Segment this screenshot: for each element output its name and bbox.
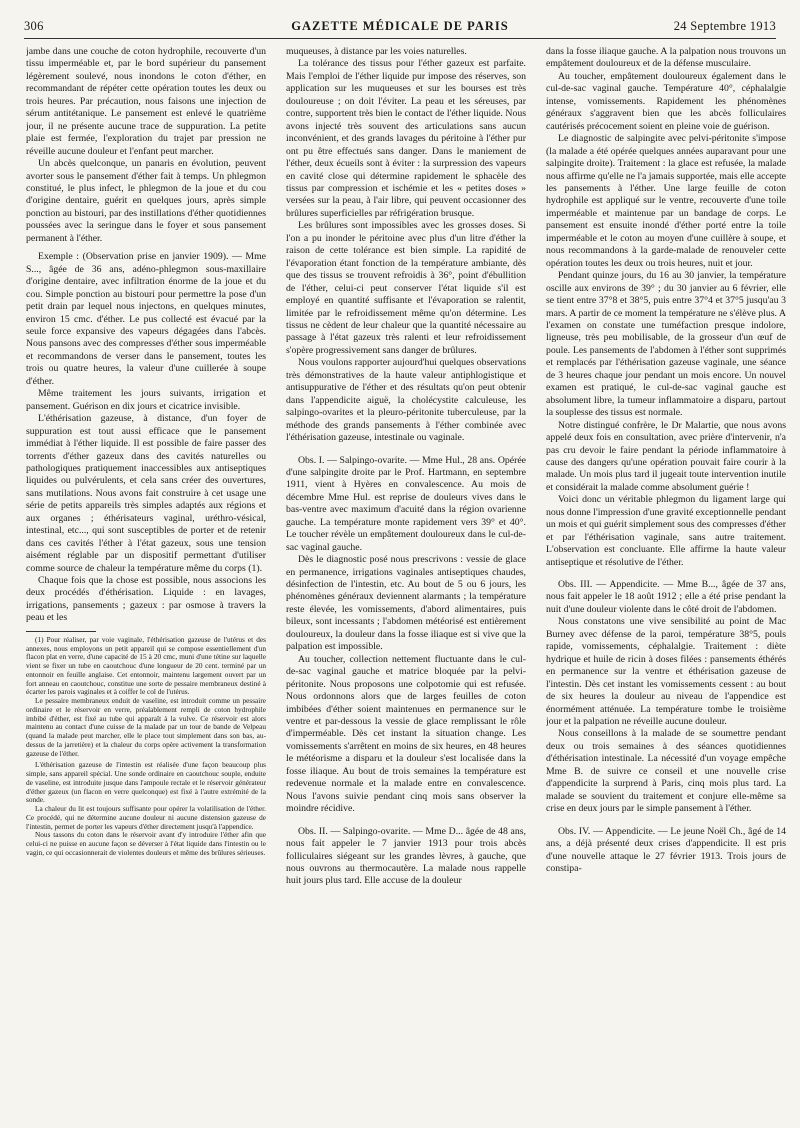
paragraph: Nous conseillons à la malade de se soumettre pendant deux ou trois semaines à des séances quotidiennes d'éthérisation intestinale. La nécessité d'un voyage empêche Mme B. de suivre ce conseil et une nouvelle crise d'appendicite la surprend à Paris, cinq mois plus tard. La malade se souvient du traitement et conjure elle-même sa crise en deux jours par le simple pansement à l'éther. [546, 728, 786, 815]
footnote: Le pessaire membraneux enduit de vaseline, est introduit comme un pessaire ordinaire et le réservoir en verre, préalablement rempli de coton hydrophile imbibé d'éther, est fixé au tube qui apparaît à la vulve. Ce réservoir est alors maintenu au contact d'une cuisse de la malade par un tour de bande de Velpeau (quand la malade peut marcher, elle le place tout simplement dans son bas, au-dessus de la jarretière) et la chaleur du corps opère activement la transformation gazeuse de l'éther. [26, 696, 266, 758]
paragraph: Au toucher, empâtement douloureux également dans le cul-de-sac vaginal gauche. Température 40°, céphalalgie intense, vomissements. Rapidement les phénomènes généraux s'aggravent bien que les abcès folliculaires cautérisés précocement soient en pleine voie de guérison. [546, 70, 786, 132]
column-left [26, 46, 266, 1120]
observation-heading-paragraph: Obs. III. — Appendicite. — Mme B..., âgée de 37 ans, nous fait appeler le 18 août 1912 ; elle a été prise pendant la nuit d'une douleur violente dans le côté droit de l'abdomen. [546, 579, 786, 615]
paragraph: Le diagnostic de salpingite avec pelvi-péritonite s'impose (la malade a été opérée quelques années auparavant pour une salpingite droite). Traitement : la glace est refusée, la malade nous affirme qu'elle ne l'a jamais supportée, mais elle accepte les pansements à l'éther. Une large feuille de coton hydrophile est appliqué sur le ventre, recouverte d'une toile imperméable et maintenue par un bandage de corps. Le pansement est ensuite inondé d'éther porté entre la toile imperméable et le coton au moyen d'une cuillère à soupe, et nous recommandons à la garde-malade de renouveler cette opération toutes les deux ou trois heures, nuit et jour. [546, 133, 786, 269]
paragraph: Pendant quinze jours, du 16 au 30 janvier, la température oscille aux environs de 39° ; du 30 janvier au 6 février, elle se tient entre 37°8 et 38°5, puis entre 37°4 et 37°5 jusqu'au 3 mars. A partir de ce moment la température ne s'élève plus. A l'examen on constate une tuméfaction presque indolore, ligneuse, très peu mobilisable, de la grosseur d'un œuf de poule. Les pansements de l'abdomen à l'éther sont supprimés et remplacés par l'éthérisation gazeuse vaginale, une séance de 3 heures chaque jour pendant un mois encore. Un nouvel examen est pratiqué, le cul-de-sac vaginal gauche est absolument libre, la tumeur inflammatoire a disparu, partout la souplesse des tissus est normale. [546, 270, 786, 419]
observation-heading-paragraph: Obs. II. — Salpingo-ovarite. — Mme D... âgée de 48 ans, nous fait appeler le 7 janvier 1913 pour trois abcès folliculaires siégeant sur les grandes lèvres, à gauche, que nous ouvrons au thermocautère. La malade nous rappelle huit jours plus tard. Elle accuse de la douleur [286, 825, 526, 887]
paragraph: Notre distingué confrère, le Dr Malartie, que nous avons appelé deux fois en consultation, avec prière d'intervenir, n'a pas cru devoir le faire pendant la période inflammatoire à cause des dangers qu'une opération pouvait faire courir à la malade. Un mois plus tard il jugeait toute intervention inutile et considérait la malade comme absolument guérie ! [546, 419, 786, 493]
footnotes [26, 636, 266, 858]
page-number: 306 [24, 19, 44, 33]
footnote-rule [26, 631, 96, 632]
paragraph: Nous constatons une vive sensibilité au point de Mac Burney avec défense de la paroi, température 38°5, pouls rapide, vomissements, céphalalgie. Traitement : diète hydrique et huile de ricin à doses filées : pansements éthérés en permanence sur la ventre et éthérisation gazeuse de l'intestin. Dès cet instant les vomissements cessent : au bout de six heures la douleur au niveau de l'appendice est énormément atténuée. La température tombe le troisième jour et la palpation ne réveille aucune douleur. [546, 616, 786, 728]
paragraph: L'éthérisation gazeuse, à distance, d'un foyer de suppuration est tout aussi efficace que le pansement immédiat à l'éther liquide. Il est possible de faire passer des torrents d'éther gazeux dans des cavités naturelles ou pathologiques pratiquement inaccessibles aux antiseptiques liquides ou pulvérulents, et cela sans créer des ouvertures, sans mutilations. Nous avons fait construire à cet usage une série de petits appareils très simples adaptés aux régions et aux organes ; éthérisateurs vaginal, uréthro-vésical, intestinal, etc..., qui sont susceptibles de porter et de retenir dans ces cavités l'éther à l'état gazeux, sous une tension aisément réglable par un dispositif permettant d'utiliser comme source de chaleur la température même du corps (1). [26, 413, 266, 574]
paragraph: jambe dans une couche de coton hydrophile, recouverte d'un tissu imperméable et, par le bord supérieur du pansement légèrement soulevé, nous inondons le coton d'éther, en recommandant de répéter cette opération toutes les deux ou trois heures. Par précaution, nous faisons une injection de sérum antitétanique. Le pansement est enlevé le quatrième jour, il ne présente aucune trace de suppuration. La petite plaie est fermée, l'exploration du trajet par pression ne réveille aucune douleur et l'enfant peut marcher. [26, 46, 266, 157]
issue-date: 24 Septembre 1913 [673, 19, 776, 33]
column-middle [286, 46, 526, 1120]
paragraph: dans la fosse iliaque gauche. A la palpation nous trouvons un empâtement douloureux et de la défense musculaire. [546, 46, 786, 70]
observation-heading-paragraph: Obs. I. — Salpingo-ovarite. — Mme Hul., 28 ans. Opérée d'une salpingite droite par le Prof. Hartmann, en septembre 1911, vient à Hyères en convalescence. Au mois de décembre Mme Hul. est reprise de douleurs vives dans le bas-ventre avec maximum d'acuité dans la région ovarienne gauche. La température monte rapidement vers 39° et 40°. Le toucher révèle un empâtement douloureux dans le cul-de-sac vaginal gauche. [286, 454, 526, 553]
paragraph: Les brûlures sont impossibles avec les grosses doses. Si l'on a pu inonder le péritoine avec plus d'un litre d'éther la raison de cette tolérance est bien simple. La rapidité de l'évaporation étant fonction de la température ambiante, dès que des tissus se trouvent refroidis à 36°, point d'ébullition de l'éther, celui-ci peut conserver l'état liquide s'il est employé en quantité suffisante et l'évaporation se ralentit, limitée par le refroidissement même qu'on détermine. Les tissus ne cèdent de leur chaleur que la quantité nécessaire au passage à l'état gazeux très ralenti et leur refroidissement s'opère progressivement sans danger de brûlures. [286, 220, 526, 356]
paragraph: Exemple : (Observation prise en janvier 1909). — Mme S..., âgée de 36 ans, adéno-phlegmon sous-maxillaire d'origine dentaire, avec infiltration énorme de la joue et du cou. Simple ponction au bistouri pour permettre la pose d'un petit drain par lequel nous injectons, en quelques minutes, environ 15 cmc. d'éther. Le pus collecté est évacué par la seule force expansive des vapeurs dégagées dans l'abcès. Nous pansons avec des compresses d'éther sous imperméable et recommandons de verser dans le pansement, toutes les trois ou quatre heures, la valeur d'une cuillerée à soupe d'éther. [26, 251, 266, 387]
paragraph: La tolérance des tissus pour l'éther gazeux est parfaite. Mais l'emploi de l'éther liquide pur impose des réserves, son application sur les muqueuses et sur les bourses est très douloureuse ; on doit l'éviter. La peau et les séreuses, par contre, supportent très bien le contact de l'éther liquide. Nous avons injecté très souvent des articulations sans aucun inconvénient, et des grands lavages du péritoine à l'éther pur ont pu être effectués sans danger. Dans le maniement de l'éther, deux écueils sont à éviter : la surpression des vapeurs en cavité close qui détermine rapidement le sphacèle des tissus par compression et ischémie et les « petites doses » versées sur la peau, à l'air libre, qui peuvent occasionner des brûlures superficielles par réfrigération brusque. [286, 58, 526, 219]
paragraph: Voici donc un véritable phlegmon du ligament large qui nous donne l'impression d'une gravité exceptionnelle pendant un mois et qui guérit simplement sous des compresses d'éther et par l'éthérisation vaginale, sans autre traitement. L'observation est concluante. Elle affirme la haute valeur antiseptique et résolutive de l'éther. [546, 494, 786, 568]
observation-heading-paragraph: Obs. IV. — Appendicite. — Le jeune Noël Ch., âgé de 14 ans, a déjà présenté deux crises d'appendicite. Il est pris d'une nouvelle attaque le 27 février 1913. Trois jours de constipa- [546, 825, 786, 874]
column-right [546, 46, 786, 1120]
paragraph: Au toucher, collection nettement fluctuante dans le cul-de-sac vaginal gauche et matrice bloquée par la pelvi-péritonite. Nous proposons une colpotomie qui est refusée. Nous ordonnons alors que de larges feuilles de coton imbibées d'éther soient maintenues en permanence sur le ventre et par-dessous la vessie de glace remplissant le rôle d'imperméable. Dès cet instant la situation change. Les vomissements s'arrêtent en moins de six heures, en 48 heures le météorisme a disparu et la douleur s'est localisée dans la fosse iliaque. Au bout de trois semaines la température est redevenue normale et la malade entre en convalescence. Nous l'avons suivie pendant cinq mois sans observer la moindre récidive. [286, 653, 526, 815]
footnote: L'éthérisation gazeuse de l'intestin est réalisée d'une façon beaucoup plus simple, sans appareil spécial. Une sonde ordinaire en caoutchouc souple, enduite de vaseline, est introduite jusque dans l'ampoule rectale et le réservoir générateur d'éther gazeux (un flacon en verre quelconque) est fixé à l'autre extrémité de la sonde. [26, 760, 266, 805]
footnote: La chaleur du lit est toujours suffisante pour opérer la volatilisation de l'éther. Ce procédé, qui ne détermine aucune douleur ni aucune distension gazeuse de l'intestin, permet de porter les vapeurs d'éther directement jusqu'à l'appendice. [26, 804, 266, 831]
paragraph: Chaque fois que la chose est possible, nous associons les deux procédés d'éthérisation. Liquide : en lavages, irrigations, pansements ; gazeux : par osmose à travers la peau et les [26, 575, 266, 624]
paragraph: Même traitement les jours suivants, irrigation et pansement. Guérison en dix jours et cicatrice invisible. [26, 388, 266, 412]
paragraph: Nous voulons rapporter aujourd'hui quelques observations très démonstratives de la haute valeur antiphlogistique et antisuppurative de l'éther et des résultats qu'on peut obtenir dans l'appendicite aiguë, la cholécystite calculeuse, les salpingo-ovarites et la pleuro-péritonite tuberculeuse, par la méthode des grands pansements à l'éther combinée avec l'éthérisation gazeuse, intestinale ou vaginale. [286, 357, 526, 444]
paragraph: Dès le diagnostic posé nous prescrivons : vessie de glace en permanence, irrigations vaginales antiseptiques chaudes, désinfection de l'intestin, etc. Au bout de 5 ou 6 jours, les phénomènes généraux deviennent alarmants ; la température reste élevée, les vomissements, d'abord alimentaires, puis bileux, sont incessants ; l'abdomen météorisé est entièrement douloureux, la douleur dans la fosse iliaque est si vive que la palpation est impossible. [286, 554, 526, 653]
footnote: Nous tassons du coton dans le réservoir avant d'y introduire l'éther afin que celui-ci ne puisse en aucune façon se déverser à l'état liquide dans l'intestin ou le vagin, ce qui occasionnerait de violentes douleurs et même des brûlures sérieuses. [26, 830, 266, 857]
footnote: (1) Pour réaliser, par voie vaginale, l'éthérisation gazeuse de l'utérus et des annexes, nous employons un petit appareil qui se compose essentiellement d'un flacon plat en verre, d'une capacité de 15 à 20 cmc, muni d'une tétine sur laquelle vient se fixer un tube en caoutchouc d'une longueur de 20 cent. terminé par un entonnoir en feuille anglaise. Cet entonnoir, maintenu largement ouvert par un fort anneau en caoutchouc, constitue une sorte de pessaire membraneux destiné à écarter les parois vaginales et à coiffer le col de l'utérus. [26, 634, 266, 697]
journal-title: GAZETTE MÉDICALE DE PARIS [291, 19, 509, 33]
running-header [24, 16, 776, 39]
paragraph: muqueuses, à distance par les voies naturelles. [286, 46, 467, 57]
paragraph: Un abcès quelconque, un panaris en évolution, peuvent avorter sous le pansement d'éther fait à temps. Un phlegmon constitué, le plus infect, le phlegmon de la joue et du cou d'origine dentaire, guérit en quelques jours, après simple ponction au bistouri, par des instillations d'éther quotidiennes poussées avec la seringue dans le foyer et sous pansement permanent à l'éther. [26, 158, 266, 244]
